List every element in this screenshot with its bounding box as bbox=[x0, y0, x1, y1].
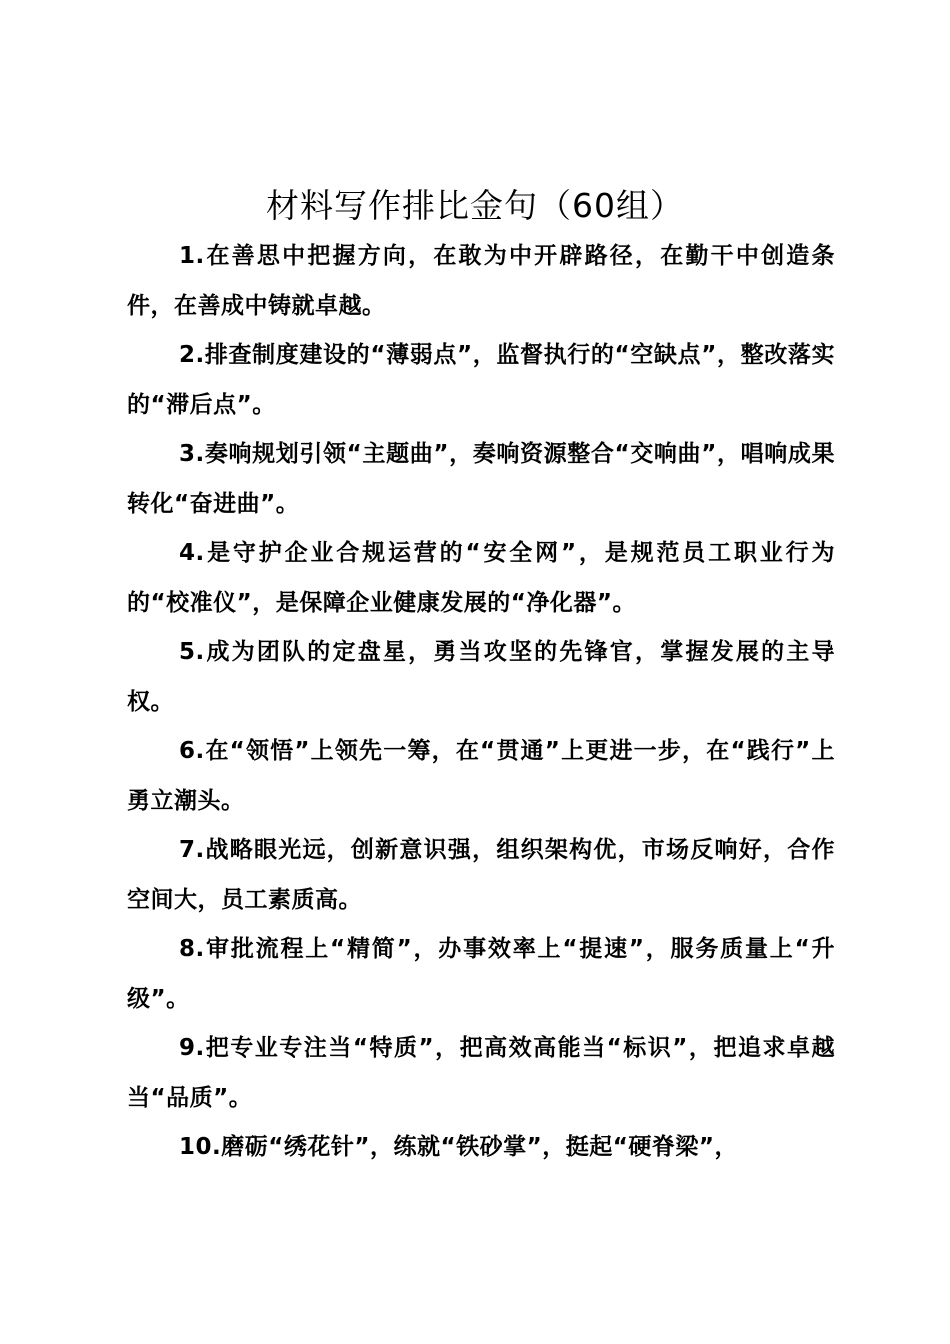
paragraph-10: 10.磨砺“绣花针”，练就“铁砂掌”，挺起“硬脊梁”， bbox=[179, 1134, 738, 1160]
paragraph-8: 8.审批流程上“精简”，办事效率上“提速”，服务质量上“升级”。 bbox=[127, 936, 835, 1012]
paragraph-9: 9.把专业专注当“特质”，把高效高能当“标识”，把追求卓越当“品质”。 bbox=[127, 1035, 835, 1111]
paragraph-3: 3.奏响规划引领“主题曲”，奏响资源整合“交响曲”，唱响成果转化“奋进曲”。 bbox=[127, 441, 835, 517]
paragraph-1: 1.在善思中把握方向，在敢为中开辟路径，在勤干中创造条件，在善成中铸就卓越。 bbox=[127, 243, 835, 319]
paragraph-7: 7.战略眼光远，创新意识强，组织架构优，市场反响好，合作空间大，员工素质高。 bbox=[127, 837, 835, 913]
paragraph-4: 4.是守护企业合规运营的“安全网”，是规范员工职业行为的“校准仪”，是保障企业健康发展的“净化器”。 bbox=[127, 540, 835, 616]
document-title: 材料写作排比金句（60组） bbox=[266, 186, 684, 225]
document-body bbox=[127, 232, 835, 1173]
paragraph-6: 6.在“领悟”上领先一筹，在“贯通”上更进一步，在“践行”上勇立潮头。 bbox=[127, 738, 835, 814]
paragraph-2: 2.排查制度建设的“薄弱点”，监督执行的“空缺点”，整改落实的“滞后点”。 bbox=[127, 342, 835, 418]
paragraph-5: 5.成为团队的定盘星，勇当攻坚的先锋官，掌握发展的主导权。 bbox=[127, 639, 835, 715]
